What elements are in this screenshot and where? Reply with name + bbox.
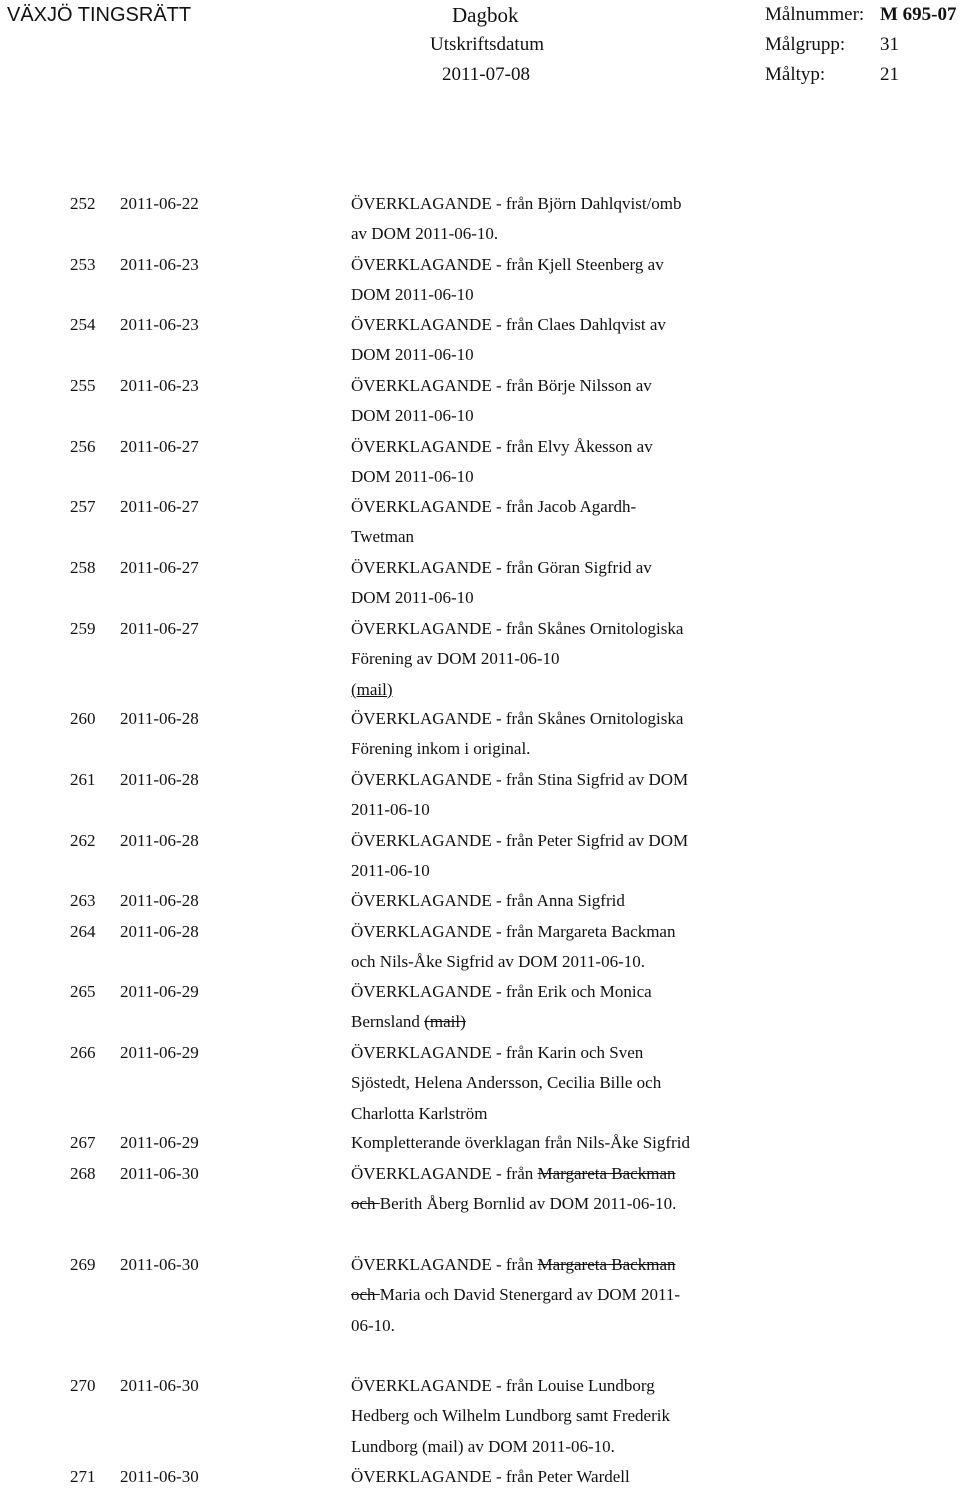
entry-description bbox=[351, 310, 751, 371]
entry-number: 264 bbox=[70, 922, 96, 941]
entry-date: 2011-06-27 bbox=[120, 437, 199, 456]
entry-number: 254 bbox=[70, 315, 96, 334]
text-segment: Hedberg och Wilhelm Lundborg samt Frederik bbox=[351, 1406, 670, 1426]
text-segment: Kompletterande överklagan från Nils-Åke Sigfrid bbox=[351, 1133, 690, 1152]
case-number-label: Målnummer: bbox=[765, 4, 865, 25]
text-segment: 2011-06-10 bbox=[351, 861, 430, 881]
entry-number: 267 bbox=[70, 1133, 96, 1152]
description-line bbox=[351, 462, 751, 492]
description-line bbox=[351, 1128, 751, 1158]
text-segment: ÖVERKLAGANDE - från Anna Sigfrid bbox=[351, 891, 625, 910]
text-segment: 06-10. bbox=[351, 1315, 395, 1335]
description-line bbox=[351, 280, 751, 310]
entry-date: 2011-06-27 bbox=[120, 619, 199, 638]
entry-description bbox=[351, 1038, 751, 1129]
description-line bbox=[351, 583, 751, 613]
description-line bbox=[351, 826, 751, 856]
text-segment: ÖVERKLAGANDE - från Margareta Backman bbox=[351, 922, 676, 941]
text-segment: Charlotta Karlström bbox=[351, 1103, 488, 1123]
entry-number: 258 bbox=[70, 558, 96, 577]
description-line bbox=[351, 765, 751, 795]
text-segment: ÖVERKLAGANDE - från Skånes Ornitologiska bbox=[351, 619, 684, 638]
entry-description bbox=[351, 1128, 751, 1158]
text-segment: ÖVERKLAGANDE - från bbox=[351, 1255, 538, 1274]
entry-number: 268 bbox=[70, 1164, 96, 1183]
entry-date: 2011-06-28 bbox=[120, 831, 199, 850]
description-line bbox=[351, 917, 751, 947]
text-segment: ÖVERKLAGANDE - från Erik och Monica bbox=[351, 982, 652, 1001]
entry-date: 2011-06-23 bbox=[120, 255, 199, 274]
description-line bbox=[351, 1099, 751, 1129]
entry-description bbox=[351, 492, 751, 553]
description-line bbox=[351, 1311, 751, 1341]
description-line bbox=[351, 1280, 751, 1310]
entry-date: 2011-06-28 bbox=[120, 770, 199, 789]
case-group-label: Målgrupp: bbox=[765, 34, 846, 55]
entry-date: 2011-06-22 bbox=[120, 194, 199, 213]
text-segment: ÖVERKLAGANDE - från Claes Dahlqvist av bbox=[351, 315, 666, 334]
description-line bbox=[351, 1250, 751, 1280]
print-date-label: Utskriftsdatum bbox=[430, 34, 544, 55]
description-line bbox=[351, 371, 751, 401]
struck-text: och bbox=[351, 1194, 380, 1214]
case-group: 31 bbox=[880, 34, 899, 55]
text-segment: DOM 2011-06-10 bbox=[351, 588, 474, 608]
entry-number: 252 bbox=[70, 194, 96, 213]
description-line bbox=[351, 522, 751, 552]
description-line bbox=[351, 492, 751, 522]
text-segment: ÖVERKLAGANDE - från Karin och Sven bbox=[351, 1043, 644, 1062]
entry-description bbox=[351, 704, 751, 765]
text-segment: ÖVERKLAGANDE - från Louise Lundborg bbox=[351, 1376, 655, 1395]
entry-number: 259 bbox=[70, 619, 96, 638]
description-line bbox=[351, 1068, 751, 1098]
description-line bbox=[351, 1159, 751, 1189]
text-segment: DOM 2011-06-10 bbox=[351, 406, 474, 426]
text-segment: Förening av DOM 2011-06-10 bbox=[351, 649, 560, 669]
text-segment: ÖVERKLAGANDE - från Peter Wardell bbox=[351, 1467, 630, 1486]
entry-description bbox=[351, 553, 751, 614]
text-segment: Sjöstedt, Helena Andersson, Cecilia Bille och bbox=[351, 1073, 662, 1093]
text-segment: DOM 2011-06-10 bbox=[351, 285, 474, 305]
entry-date: 2011-06-28 bbox=[120, 922, 199, 941]
text-segment: av DOM 2011-06-10. bbox=[351, 224, 499, 244]
struck-text: Margareta Backman bbox=[537, 1164, 676, 1183]
description-line bbox=[351, 250, 751, 280]
text-segment: Förening inkom i original. bbox=[351, 739, 531, 759]
entry-date: 2011-06-29 bbox=[120, 1133, 199, 1152]
text-segment: Lundborg (mail) av DOM 2011-06-10. bbox=[351, 1436, 615, 1456]
description-line bbox=[351, 553, 751, 583]
description-line bbox=[351, 977, 751, 1007]
entry-date: 2011-06-30 bbox=[120, 1255, 199, 1274]
court-name: VÄXJÖ TINGSRÄTT bbox=[7, 4, 192, 26]
description-line bbox=[351, 1007, 751, 1037]
description-line bbox=[351, 1038, 751, 1068]
entry-number: 257 bbox=[70, 497, 96, 516]
entry-description bbox=[351, 1371, 751, 1462]
entry-number: 271 bbox=[70, 1467, 96, 1486]
text-segment: ÖVERKLAGANDE - från Peter Sigfrid av DOM bbox=[351, 831, 689, 850]
description-line bbox=[351, 1462, 751, 1492]
text-segment: 2011-06-10 bbox=[351, 800, 430, 820]
description-line bbox=[351, 886, 751, 916]
entry-date: 2011-06-29 bbox=[120, 982, 199, 1001]
struck-text: och bbox=[351, 1285, 380, 1305]
document-title: Dagbok bbox=[452, 3, 519, 27]
entry-number: 263 bbox=[70, 891, 96, 910]
entry-description bbox=[351, 765, 751, 826]
description-line bbox=[351, 734, 751, 764]
description-line bbox=[351, 614, 751, 644]
case-number: M 695-07 bbox=[880, 4, 957, 25]
description-line bbox=[351, 675, 751, 705]
text-segment: ÖVERKLAGANDE - från Stina Sigfrid av DOM bbox=[351, 770, 689, 789]
entry-description bbox=[351, 614, 751, 705]
entry-date: 2011-06-23 bbox=[120, 315, 199, 334]
entry-description bbox=[351, 886, 751, 916]
case-type-label: Måltyp: bbox=[765, 64, 826, 85]
entry-number: 265 bbox=[70, 982, 96, 1001]
text-segment: och Nils-Åke Sigfrid av DOM 2011-06-10. bbox=[351, 952, 645, 972]
text-segment: DOM 2011-06-10 bbox=[351, 345, 474, 365]
text-segment: Berith Åberg Bornlid av DOM 2011-06-10. bbox=[379, 1194, 677, 1214]
description-line bbox=[351, 1371, 751, 1401]
text-segment: ÖVERKLAGANDE - från Elvy Åkesson av bbox=[351, 437, 653, 456]
description-line bbox=[351, 856, 751, 886]
entry-date: 2011-06-28 bbox=[120, 709, 199, 728]
description-line bbox=[351, 704, 751, 734]
text-segment: ÖVERKLAGANDE - från Börje Nilsson av bbox=[351, 376, 652, 395]
description-line bbox=[351, 310, 751, 340]
entry-number: 270 bbox=[70, 1376, 96, 1395]
text-segment: ÖVERKLAGANDE - från Kjell Steenberg av bbox=[351, 255, 664, 274]
entry-date: 2011-06-30 bbox=[120, 1164, 199, 1183]
description-line bbox=[351, 189, 751, 219]
description-line bbox=[351, 947, 751, 977]
text-segment: ÖVERKLAGANDE - från Göran Sigfrid av bbox=[351, 558, 652, 577]
entry-number: 256 bbox=[70, 437, 96, 456]
struck-text: (mail) bbox=[424, 1012, 466, 1032]
entry-description bbox=[351, 1462, 751, 1492]
print-date: 2011-07-08 bbox=[442, 64, 530, 85]
entry-number: 266 bbox=[70, 1043, 96, 1062]
text-segment: ÖVERKLAGANDE - från Jacob Agardh- bbox=[351, 497, 637, 516]
entry-date: 2011-06-30 bbox=[120, 1376, 199, 1395]
entry-description bbox=[351, 432, 751, 493]
entry-date: 2011-06-29 bbox=[120, 1043, 199, 1062]
entry-description bbox=[351, 250, 751, 311]
entry-description bbox=[351, 1159, 751, 1220]
entry-number: 253 bbox=[70, 255, 96, 274]
entry-number: 261 bbox=[70, 770, 96, 789]
description-line bbox=[351, 1432, 751, 1462]
entry-date: 2011-06-27 bbox=[120, 558, 199, 577]
entry-description bbox=[351, 189, 751, 250]
description-line bbox=[351, 795, 751, 825]
description-line bbox=[351, 1189, 751, 1219]
entry-date: 2011-06-28 bbox=[120, 891, 199, 910]
description-line bbox=[351, 401, 751, 431]
description-line bbox=[351, 340, 751, 370]
description-line bbox=[351, 644, 751, 674]
case-type: 21 bbox=[880, 64, 899, 85]
struck-text: Margareta Backman bbox=[537, 1255, 676, 1274]
entry-description bbox=[351, 826, 751, 887]
description-line bbox=[351, 432, 751, 462]
entry-date: 2011-06-23 bbox=[120, 376, 199, 395]
description-line bbox=[351, 1401, 751, 1431]
text-segment: Twetman bbox=[351, 527, 415, 547]
entry-description bbox=[351, 371, 751, 432]
text-segment: DOM 2011-06-10 bbox=[351, 467, 474, 487]
entry-number: 260 bbox=[70, 709, 96, 728]
entry-number: 262 bbox=[70, 831, 96, 850]
entry-number: 269 bbox=[70, 1255, 96, 1274]
entry-date: 2011-06-27 bbox=[120, 497, 199, 516]
text-segment: Bernsland bbox=[351, 1012, 425, 1032]
text-segment: Maria och David Stenergard av DOM 2011- bbox=[379, 1285, 681, 1305]
entry-description bbox=[351, 977, 751, 1038]
underlined-text: (mail) bbox=[351, 679, 393, 699]
entry-number: 255 bbox=[70, 376, 96, 395]
text-segment: ÖVERKLAGANDE - från bbox=[351, 1164, 538, 1183]
description-line bbox=[351, 219, 751, 249]
entry-description bbox=[351, 1250, 751, 1341]
entry-description bbox=[351, 917, 751, 978]
entry-date: 2011-06-30 bbox=[120, 1467, 199, 1486]
text-segment: ÖVERKLAGANDE - från Skånes Ornitologiska bbox=[351, 709, 684, 728]
text-segment: ÖVERKLAGANDE - från Björn Dahlqvist/omb bbox=[351, 194, 682, 213]
